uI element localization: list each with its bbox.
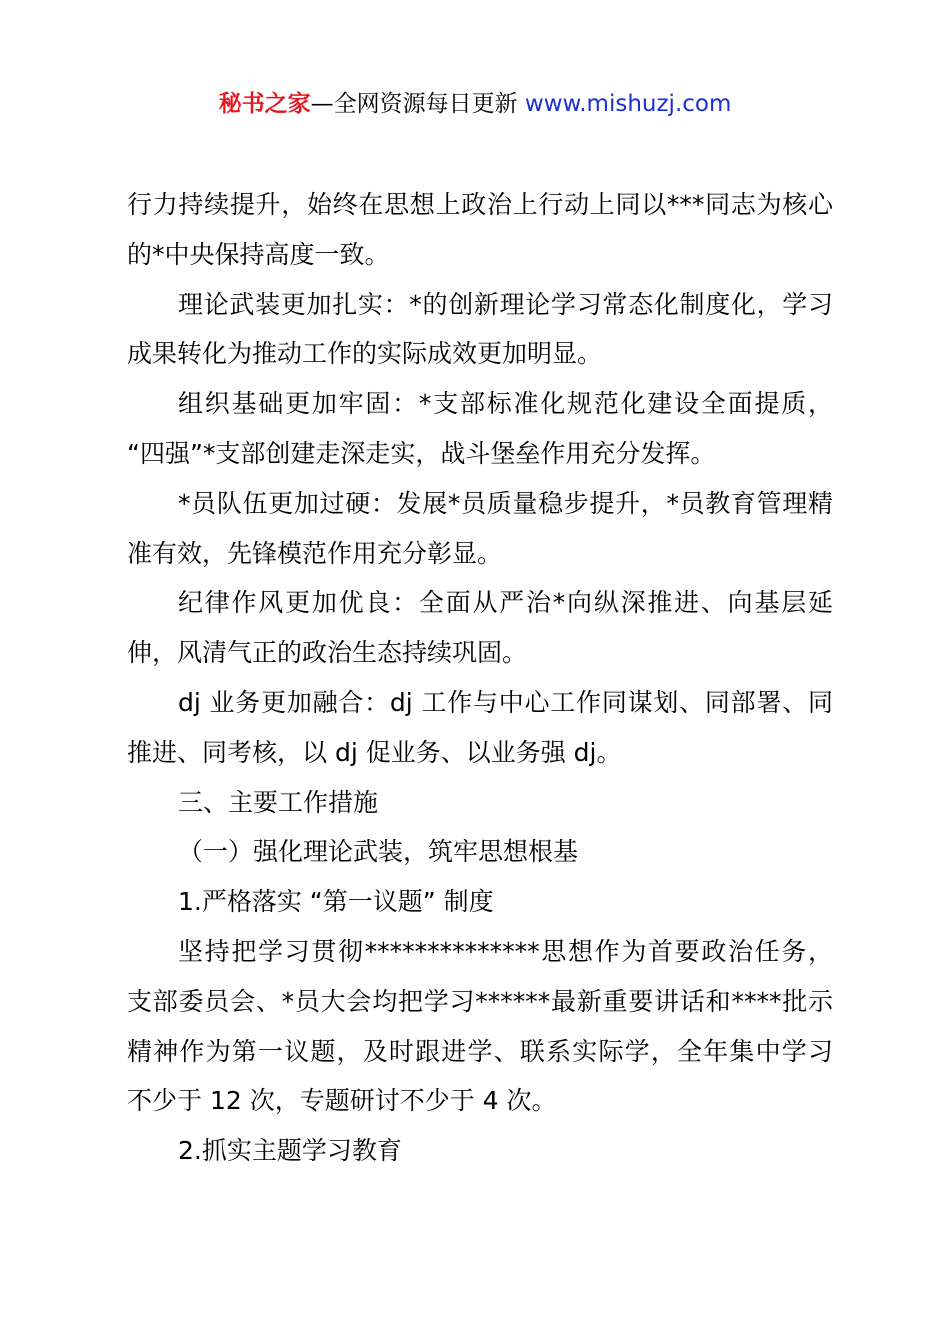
paragraph-line: 组织基础更加牢固：*支部标准化规范化建设全面提质，: [178, 389, 833, 419]
paragraph-line: 推进、同考核，以 dj 促业务、以业务强 dj。: [127, 737, 622, 767]
header-tagline: —全网资源每日更新: [310, 91, 518, 117]
site-url-link[interactable]: www.mishuzj.com: [524, 91, 732, 117]
paragraph-line: 伸，风清气正的政治生态持续巩固。: [127, 638, 528, 668]
item-heading: 2.抓实主题学习教育: [178, 1136, 402, 1166]
paragraph-line: 纪律作风更加优良：全面从严治*向纵深推进、向基层延: [178, 588, 833, 618]
paragraph-line: “四强”*支部创建走深走实，战斗堡垒作用充分发挥。: [127, 438, 716, 468]
paragraph-line: 精神作为第一议题，及时跟进学、联系实际学，全年集中学习: [127, 1036, 833, 1066]
paragraph-line: 支部委员会、*员大会均把学习******最新重要讲话和****批示: [127, 986, 833, 1016]
paragraph-line: *员队伍更加过硬：发展*员质量稳步提升，*员教育管理精: [178, 488, 833, 518]
paragraph-line: 的*中央保持高度一致。: [127, 239, 390, 269]
paragraph-line: 理论武装更加扎实：*的创新理论学习常态化制度化，学习: [178, 289, 833, 319]
paragraph-line: 坚持把学习贯彻**************思想作为首要政治任务，: [178, 936, 833, 966]
paragraph-line: 不少于 12 次，专题研讨不少于 4 次。: [127, 1086, 557, 1116]
paragraph-line: 准有效，先锋模范作用充分彰显。: [127, 538, 503, 568]
subsection-heading: （一）强化理论武装，筑牢思想根基: [178, 837, 579, 867]
paragraph-line: dj 业务更加融合：dj 工作与中心工作同谋划、同部署、同: [178, 687, 833, 717]
document-body: [127, 185, 833, 1181]
section-heading: 三、主要工作措施: [178, 787, 379, 817]
brand-name: 秘书之家: [218, 91, 311, 117]
paragraph-line: 成果转化为推动工作的实际成效更加明显。: [127, 339, 603, 369]
page-header: [0, 84, 950, 124]
paragraph-line: 行力持续提升，始终在思想上政治上行动上同以***同志为核心: [127, 190, 833, 219]
item-heading: 1.严格落实 “第一议题” 制度: [178, 887, 494, 917]
